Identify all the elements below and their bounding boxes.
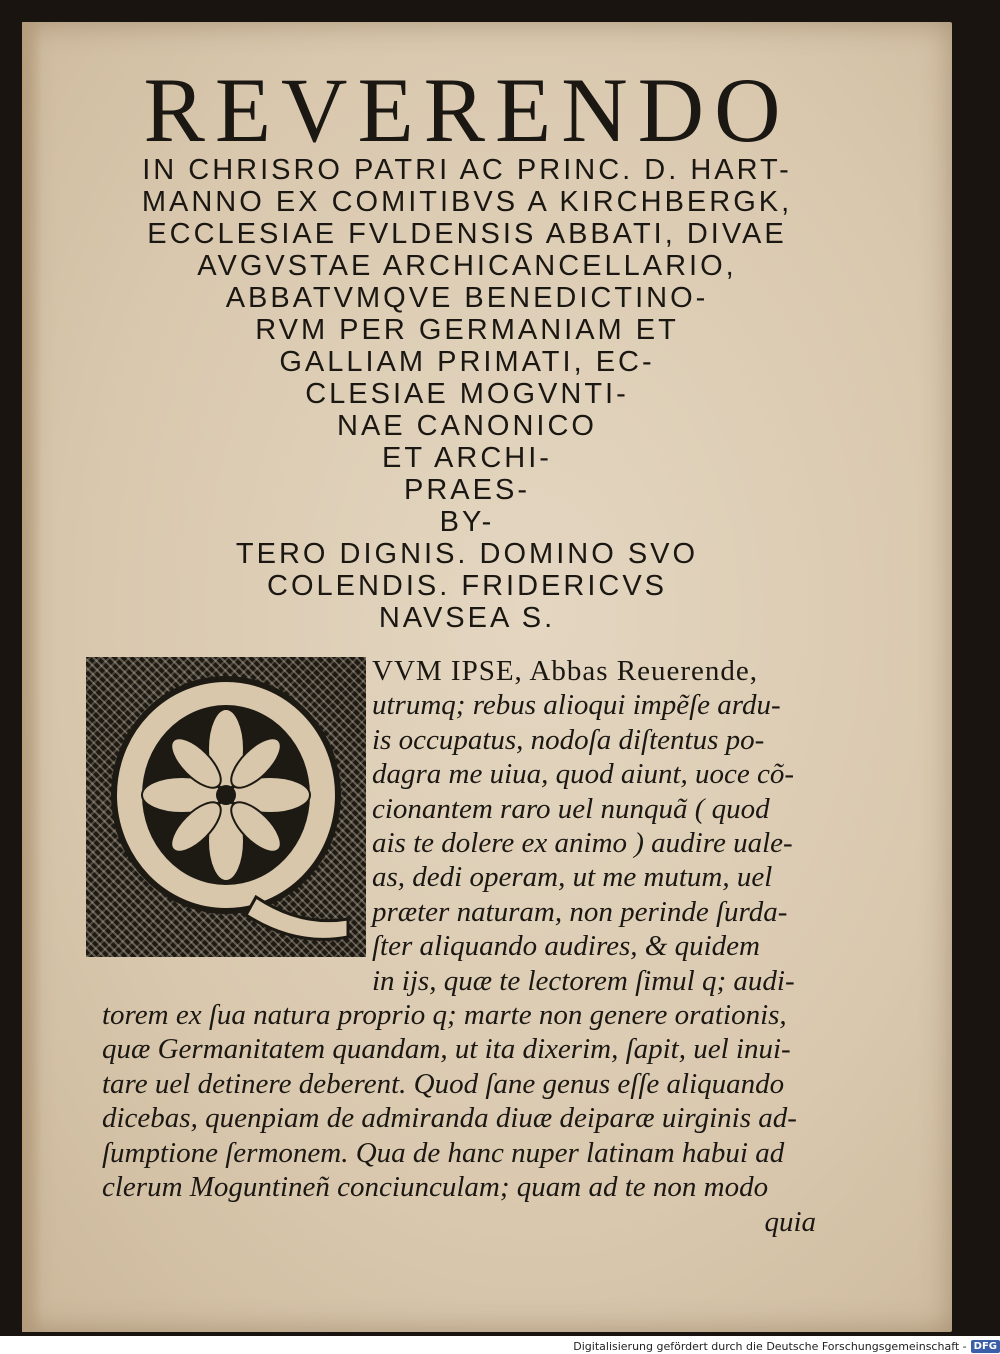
body-text	[102, 654, 822, 1239]
dedication-line: MANNO EX COMITIBVS A KIRCHBERGK,	[141, 186, 793, 218]
dedication-line: ECCLESIAE FVLDENSIS ABBATI, DIVAE	[147, 218, 787, 250]
body-line: utrumq; rebus alioqui impẽſe ardu-	[372, 689, 781, 722]
dedication-line: GALLIAM PRIMATI, EC-	[279, 346, 655, 378]
body-line: VVM IPSE, Abbas Reuerende,	[372, 655, 759, 687]
body-line: in ijs, quæ te lectorem ſimul q; audi-	[372, 964, 795, 997]
dfg-logo-icon[interactable]: DFG	[971, 1340, 1000, 1353]
dedication-line: NAE CANONICO	[337, 410, 597, 442]
body-line: ais te dolere ex animo ) audire uale-	[372, 827, 793, 860]
body-line: ſumptione ſermonem. Qua de hanc nuper latinam habui ad	[102, 1136, 785, 1169]
credit-text: Digitalisierung gefördert durch die Deutsche Forschungsgemeinschaft -	[573, 1339, 967, 1353]
body-line: is occupatus, nodoſa diſtentus po-	[372, 723, 765, 756]
dedication-line: TERO DIGNIS. DOMINO SVO	[235, 538, 699, 570]
body-line: torem ex ſua natura proprio q; marte non genere orationis,	[102, 999, 787, 1032]
page-title: REVERENDO	[143, 59, 791, 161]
body-line: præter naturam, non perinde ſurda-	[372, 895, 788, 928]
dedication-line: NAVSEA S.	[378, 602, 556, 634]
digitization-credit	[573, 1338, 1000, 1354]
body-line: quæ Germanitatem quandam, ut ita dixerim, ſapit, uel inui-	[102, 1033, 791, 1066]
page-gutter-shadow	[22, 22, 42, 1332]
dedication-line: BY-	[439, 506, 495, 538]
dedication-line: AVGVSTAE ARCHICANCELLARIO,	[197, 250, 737, 282]
catchword: quia	[764, 1205, 816, 1238]
dedication-line: IN CHRISRO PATRI AC PRINC. D. HART-	[142, 154, 792, 186]
body-line: tare uel detinere deberent. Quod ſane genus eſſe aliquando	[102, 1067, 785, 1100]
dedication-heading	[82, 154, 852, 634]
body-line: dagra me uiua, quod aiunt, uoce cõ-	[372, 758, 795, 791]
dedication-line: CLESIAE MOGVNTI-	[305, 378, 629, 410]
dedication-line: PRAES-	[404, 474, 530, 506]
body-line: clerum Moguntineñ conciunculam; quam ad te non modo	[102, 1171, 769, 1204]
dedication-line: RVM PER GERMANIAM ET	[255, 314, 679, 346]
body-line: ſter aliquando audires, & quidem	[372, 930, 760, 963]
body-line: dicebas, quenpiam de admiranda diuæ deiparæ uirginis ad-	[102, 1102, 797, 1135]
body-line: cionantem raro uel nunquã ( quod	[372, 792, 770, 825]
dedication-line: ET ARCHI-	[382, 442, 552, 474]
book-page	[22, 22, 952, 1332]
dedication-line: ABBATVMQVE BENEDICTINO-	[225, 282, 709, 314]
body-line: as, dedi operam, ut me mutum, uel	[372, 861, 773, 894]
dedication-line: COLENDIS. FRIDERICVS	[267, 570, 667, 602]
